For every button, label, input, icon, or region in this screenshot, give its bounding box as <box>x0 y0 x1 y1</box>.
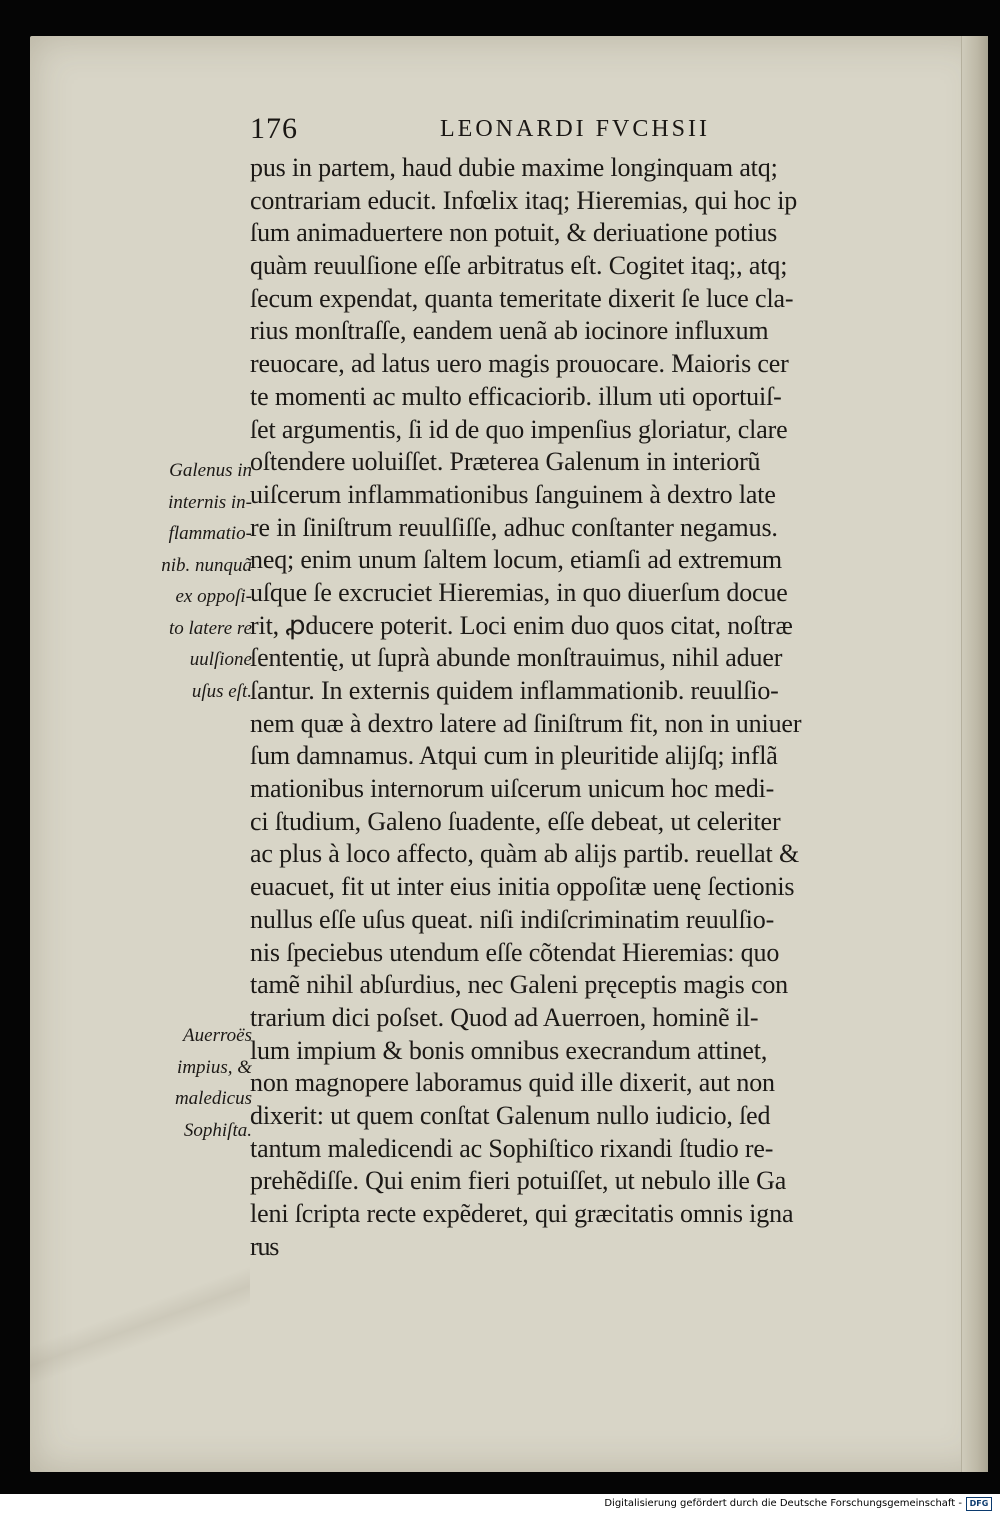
running-head <box>250 112 910 152</box>
text-line: rus <box>250 1231 279 1261</box>
text-line: euacuet, fit ut inter eius initia oppoſitæ uenę ſectionis <box>250 872 795 902</box>
text-line: ſantur. In externis quidem inflammationib. reuulſio- <box>250 676 779 705</box>
text-line: rius monſtraſſe, eandem uenã ab iocinore influxum <box>250 316 769 346</box>
body-text <box>250 152 930 1263</box>
marginal-note-line: flammatio- <box>168 523 252 544</box>
marginal-note-auerroes <box>120 1020 252 1146</box>
text-line: mationibus internorum uiſcerum unicum hoc medi- <box>250 774 775 804</box>
dfg-logo-text: DFG <box>969 1499 989 1508</box>
text-line: tantum maledicendi ac Sophiſtico rixandi ſtudio re- <box>250 1133 774 1163</box>
text-line: oſtendere uoluiſſet. Præterea Galenum in interiorũ <box>250 447 761 477</box>
page-number: 176 <box>250 112 298 145</box>
text-line: uſque ſe excruciet Hieremias, in quo diuerſum docue <box>250 577 788 607</box>
text-line: quàm reuulſione eſſe arbitratus eſt. Cogitet itaq;, atq; <box>250 251 788 281</box>
footer-credit: Digitalisierung gefördert durch die Deutsche Forschungsgemeinschaft - <box>604 1498 962 1509</box>
text-line: ſententię, ut ſuprà abunde monſtrauimus, nihil aduer <box>250 643 783 673</box>
marginal-note-line: Sophiſta. <box>183 1119 252 1141</box>
page-edge <box>961 36 988 1472</box>
text-line: ſecum expendat, quanta temeritate dixerit ſe luce cla- <box>250 283 794 313</box>
dfg-logo-icon <box>966 1497 992 1511</box>
marginal-note-line: nib. nunquã <box>161 554 252 576</box>
marginal-note-line: uſus eſt. <box>191 680 252 702</box>
text-line: ſet argumentis, ſi id de quo impenſius gloriatur, clare <box>250 414 788 444</box>
text-line: nullus eſſe uſus queat. niſi indiſcriminatim reuulſio- <box>250 904 775 934</box>
text-line: contrariam educit. Infœlix itaq; Hieremias, qui hoc ip <box>250 185 798 215</box>
marginal-note-line: uulſione <box>189 649 252 670</box>
text-line: nem quæ à dextro latere ad ſiniſtrum fit, non in uniuer <box>250 708 802 738</box>
marginal-note-line: Auerroës <box>183 1025 252 1046</box>
text-line: re in ſiniſtrum reuulſiſſe, adhuc conſtanter negamus. <box>250 512 778 542</box>
text-line: neq; enim unum ſaltem locum, etiamſi ad extremum <box>250 545 782 575</box>
text-line: pus in partem, haud dubie maxime longinquam atq; <box>250 153 778 182</box>
marginal-note-line: Galenus in <box>169 460 252 481</box>
text-line: nis ſpeciebus utendum eſſe cõtendat Hieremias: quo <box>250 937 780 967</box>
marginal-note-line: impius, & <box>177 1056 252 1078</box>
text-line: lum impium & bonis omnibus execrandum attinet, <box>250 1035 768 1065</box>
page-fold <box>30 1266 250 1386</box>
text-line: leni ſcripta recte expẽderet, qui græcitatis omnis igna <box>250 1199 794 1228</box>
text-line: dixerit: ut quem conſtat Galenum nullo iudicio, ſed <box>250 1100 771 1130</box>
footer-bar <box>0 1494 1000 1515</box>
marginal-note-galenus <box>120 455 252 707</box>
text-line: uiſcerum inflammationibus ſanguinem à dextro late <box>250 479 776 509</box>
text-line: ci ſtudium, Galeno ſuadente, eſſe debeat, ut celeriter <box>250 806 781 836</box>
text-line: rit, ꝓducere poterit. Loci enim duo quos citat, noſtræ <box>250 610 793 640</box>
text-line: non magnopere laboramus quid ille dixerit, aut non <box>250 1068 775 1098</box>
text-line: prehẽdiſſe. Qui enim fieri potuiſſet, ut nebulo ille Ga <box>250 1166 787 1196</box>
text-line: tamẽ nihil abſurdius, nec Galeni pręceptis magis con <box>250 970 789 1000</box>
text-line: ſum damnamus. Atqui cum in pleuritide aliјſq; inflã <box>250 741 778 771</box>
header-title: LEONARDI FVCHSII <box>440 116 710 142</box>
marginal-note-line: ex oppoſi- <box>175 586 252 607</box>
text-line: reuocare, ad latus uero magis prouocare. Maioris cer <box>250 349 789 379</box>
text-line: ac plus à loco affecto, quàm ab aliјs partib. reuellat & <box>250 839 800 869</box>
marginal-note-line: maledicus <box>174 1088 252 1109</box>
marginal-note-line: to latere re <box>168 617 252 639</box>
text-line: trarium dici poſset. Quod ad Auerroen, hominẽ il- <box>250 1002 759 1032</box>
text-line: ſum animaduertere non potuit, & deriuatione potius <box>250 218 778 248</box>
marginal-note-line: internis in- <box>168 491 252 513</box>
text-line: te momenti ac multo efficaciorib. illum uti oportuiſ- <box>250 381 782 411</box>
